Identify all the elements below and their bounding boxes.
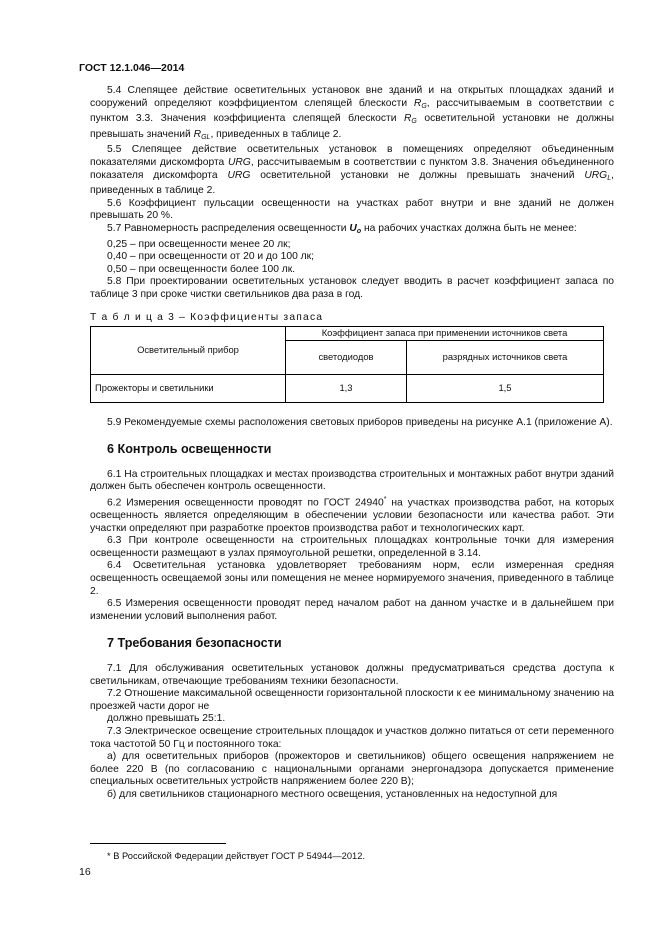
table-cell-led: 1,3 bbox=[286, 374, 407, 402]
table-header-device: Осветительный прибор bbox=[91, 327, 286, 375]
paragraph-7-1: 7.1 Для обслуживания осветительных установок должны предусматриваться средства доступа к светильникам, отвечающие требованиям техники безопасности. bbox=[90, 663, 614, 687]
table-header-led: светодиодов bbox=[286, 340, 407, 374]
paragraph-6-1: 6.1 На строительных площадках и местах производства строительных и монтажных работ внутри зданий должен быть обеспечен контроль освещенности. bbox=[90, 468, 614, 493]
paragraph-6-4: 6.4 Осветительная установка удовлетворяет требованиям норм, если измеренная средняя освещенность освещаемой зоны или помещения не менее нормируемого значения, приведенного в таблице 2. bbox=[90, 560, 614, 597]
paragraph-6-5: 6.5 Измерения освещенности проводят перед началом работ на данном участке и в дальнейшем при изменении условий выполнения работ. bbox=[90, 598, 614, 622]
page-number: 16 bbox=[79, 866, 91, 878]
paragraph-7-3-b: б) для светильников стационарного местного освещения, установленных на недоступной для bbox=[107, 788, 558, 800]
table-row-label: Прожекторы и светильники bbox=[91, 374, 286, 402]
paragraph-7-3: 7.3 Электрическое освещение строительных площадок и участков должно питаться от сети переменного тока частотой 50 Гц и постоянного тока: bbox=[90, 725, 614, 750]
table-caption: Т а б л и ц а 3 – Коэффициенты запаса bbox=[90, 311, 324, 323]
table-header-discharge: разрядных источников света bbox=[407, 340, 604, 374]
page-body bbox=[90, 85, 614, 802]
paragraph-5-4: 5.4 Слепящее действие осветительных установок вне зданий и на открытых площадках зданий и сооружений определяют коэффициентом слепящей блескости $R_G$, рассчитываемым в соответствии с пунктом 3.3. Значения коэффициента слепящей блескости $R_G$ осветительной установки не должны превышать значений $R_{GL}$, приведенных в таблице 2. bbox=[90, 85, 614, 141]
paragraph-6-2: 6.2 Измерения освещенности проводят по ГОСТ 24940* на участках производства работ, на которых освещенность является определяющим в обеспечении условии безопасности или качества работ. Эти участки определяют при разработке проектов производства работ и технологических карт. bbox=[90, 496, 614, 534]
paragraph-5-5: 5.5 Слепящее действие осветительных установок в помещениях определяют объединенным показателями дискомфорта URG, рассчитываемым в соответствии с пунктом 3.8. Значения объединенного показателя дискомфорта URG осветительной установки не должны превышать значений $URG_L$, приведенных в таблице 2. bbox=[90, 144, 614, 197]
coefficients-table bbox=[90, 326, 604, 403]
table-header-group: Коэффициент запаса при применении источников света bbox=[286, 327, 604, 341]
table-cell-discharge: 1,5 bbox=[407, 374, 604, 402]
paragraph-7-3-a: а) для осветительных приборов (прожекторов и светильников) общего освещения напряжением не более 220 В (по согласованию с национальными органами энергонадзора допускается применение специальных осветительных устройств напряжением более 220 В); bbox=[90, 751, 614, 788]
list-item: 0,50 – при освещенности более 100 лк. bbox=[107, 263, 296, 275]
section-7-title: 7 Требования безопасности bbox=[107, 636, 282, 651]
list-item: 0,25 – при освещенности менее 20 лк; bbox=[107, 238, 291, 250]
paragraph-5-9: 5.9 Рекомендуемые схемы расположения световых приборов приведены на рисунке А.1 (приложение А). bbox=[107, 416, 613, 428]
footnote-divider bbox=[90, 843, 226, 844]
footnote-marker: * bbox=[383, 496, 387, 504]
paragraph-6-3: 6.3 При контроле освещенности на строительных площадках контрольные точки для измерения освещенности размещают в узлах прямоугольной решетки, определенной в 3.14. bbox=[90, 535, 614, 559]
paragraph-5-6: 5.6 Коэффициент пульсации освещенности на участках работ внутри и вне зданий не должен превышать 20 %. bbox=[90, 197, 614, 222]
paragraph-7-2-cont: должно превышать 25:1. bbox=[107, 713, 226, 725]
paragraph-7-2: 7.2 Отношение максимальной освещенности горизонтальной плоскости к ее минимальному значению на проезжей части дорог не bbox=[90, 688, 614, 712]
footnote: * В Российской Федерации действует ГОСТ Р 54944—2012. bbox=[107, 851, 365, 861]
paragraph-5-8: 5.8 При проектировании осветительных установок следует вводить в расчет коэффициент запаса по таблице 3 при сроке чистки светильников два раза в год. bbox=[90, 276, 614, 300]
list-item: 0,40 – при освещенности от 20 и до 100 лк; bbox=[107, 251, 315, 263]
paragraph-5-7: 5.7 Равномерность распределения освещенности $U_o$ на рабочих участках должна быть не менее: bbox=[107, 222, 577, 235]
document-header: ГОСТ 12.1.046—2014 bbox=[79, 62, 185, 74]
section-6-title: 6 Контроль освещенности bbox=[107, 442, 272, 457]
